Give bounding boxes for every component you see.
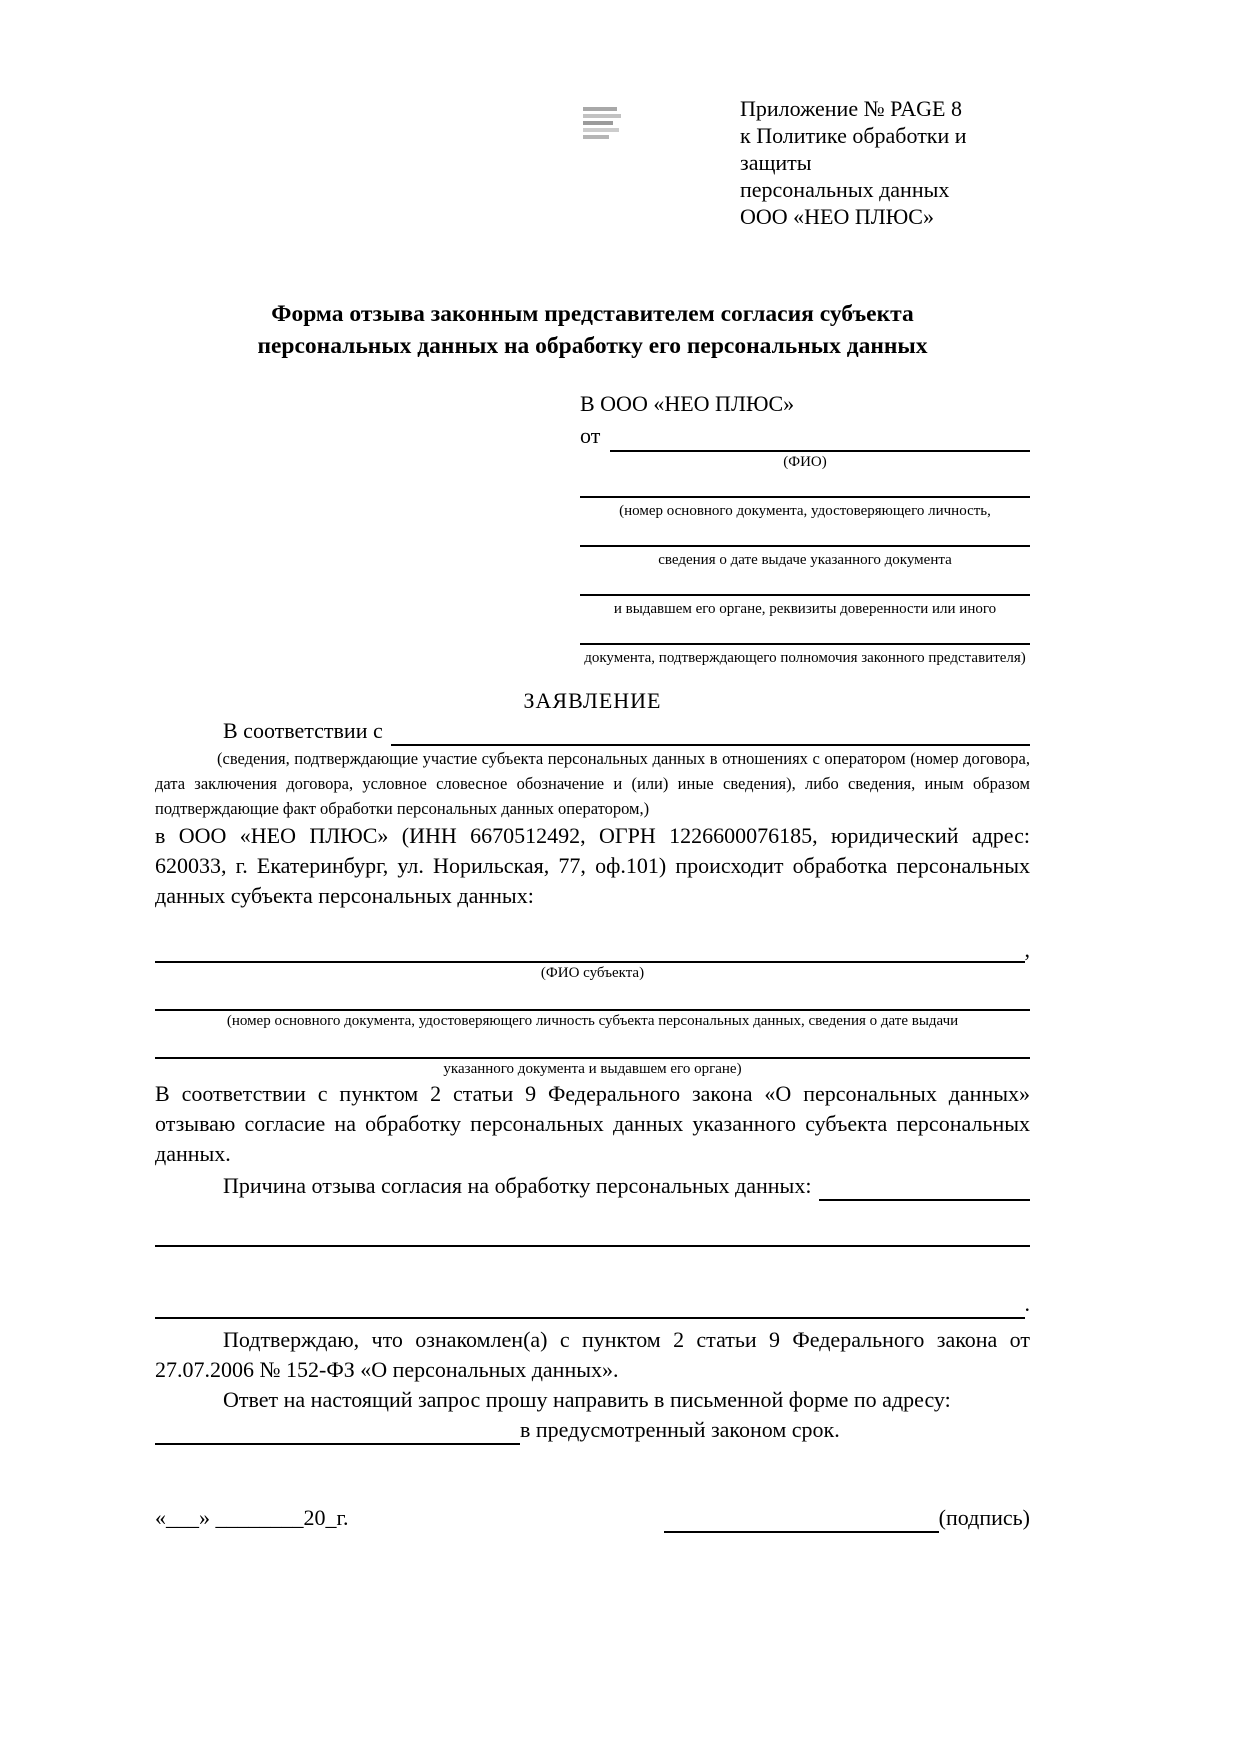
document-title-line-2: персональных данных на обработку его персональных данных: [257, 333, 928, 359]
withdrawal-paragraph: В соответствии с пунктом 2 статьи 9 Федерального закона «О персональных данных» отзываю согласие на обработку персональных данных указанного субъекта персональных данных.: [155, 1081, 1030, 1166]
blank-line-period: .: [1024, 1291, 1030, 1316]
reason-continuation-blank-1[interactable]: [155, 1245, 1030, 1247]
company-name-line: ООО «НЕО ПЛЮС»: [740, 204, 934, 229]
representative-doc-number-blank[interactable]: [580, 496, 1030, 498]
policy-reference-line-1: к Политике обработки и защиты: [740, 123, 967, 175]
doc-issue-date-blank[interactable]: [580, 545, 1030, 547]
intro-line: [155, 716, 1030, 746]
subject-fio-caption: (ФИО субъекта): [540, 965, 645, 981]
signature-blank[interactable]: [664, 1531, 939, 1533]
reason-continuation-blank-2[interactable]: [155, 1317, 1025, 1319]
document-title-line-1: Форма отзыва законным представителем согласия субъекта: [271, 301, 914, 327]
authority-doc-caption: документа, подтверждающего полномочия законного представителя): [584, 650, 1026, 666]
authority-doc-blank[interactable]: [580, 643, 1030, 645]
appendix-header: [740, 95, 1040, 230]
reply-paragraph: Ответ на настоящий запрос прошу направить в письменной форме по адресу:: [223, 1387, 951, 1412]
intro-prefix: В соответствии с: [223, 718, 383, 743]
reason-prefix: Причина отзыва согласия на обработку персональных данных:: [223, 1173, 812, 1198]
subject-doc-issuer-caption: указанного документа и выдавшем его органе): [443, 1061, 742, 1077]
reply-address-blank[interactable]: [155, 1443, 520, 1445]
text-lines-icon: [583, 107, 623, 147]
reply-address-line: [155, 1415, 1030, 1445]
policy-reference-line-2: персональных данных: [740, 177, 950, 202]
doc-issue-date-caption: сведения о дате выдаче указанного документа: [658, 552, 952, 568]
from-label: от: [580, 423, 601, 448]
doc-issuer-caption: и выдавшем его органе, реквизиты доверенности или иного: [613, 601, 997, 617]
statement-heading: ЗАЯВЛЕНИЕ: [523, 688, 662, 713]
reason-line: [155, 1171, 1030, 1201]
doc-issuer-blank[interactable]: [580, 594, 1030, 596]
reason-blank[interactable]: [819, 1199, 1030, 1201]
addressee-company: В ООО «НЕО ПЛЮС»: [580, 391, 795, 416]
addressee-block: [580, 388, 1030, 668]
reply-suffix: в предусмотренный законом срок.: [520, 1417, 840, 1442]
date-line: «___» ________20_г.: [155, 1505, 349, 1530]
signature-caption: (подпись): [938, 1505, 1030, 1530]
fio-caption: (ФИО): [783, 454, 827, 470]
basis-fine-print: (сведения, подтверждающие участие субъекта персональных данных в отношениях с оператором (номер договора, дата заключения договора, условное словесное обозначение и (или) иные сведения), либо сведения, иным образом подтверждающие факт обработки персональных данных оператором,): [155, 749, 1030, 818]
subject-line-comma: ,: [1024, 937, 1030, 962]
confirm-paragraph: Подтверждаю, что ознакомлен(а) с пунктом 2 статьи 9 Федерального закона от 27.07.2006 № 152-ФЗ «О персональных данных».: [155, 1327, 1030, 1382]
document-title: [155, 298, 1030, 362]
subject-doc-caption: (номер основного документа, удостоверяющего личность субъекта персональных данных, сведения о дате выдачи: [226, 1013, 959, 1029]
doc-number-caption: (номер основного документа, удостоверяющего личность,: [619, 503, 991, 519]
operator-paragraph: в ООО «НЕО ПЛЮС» (ИНН 6670512492, ОГРН 1226600076185, юридический адрес: 620033, г. Екатеринбург, ул. Норильская, 77, оф.101) происходит обработка персональных данных субъекта персональных данных:: [155, 823, 1030, 908]
appendix-number-line: Приложение № PAGE 8: [740, 96, 962, 121]
footer: [155, 1503, 1030, 1533]
